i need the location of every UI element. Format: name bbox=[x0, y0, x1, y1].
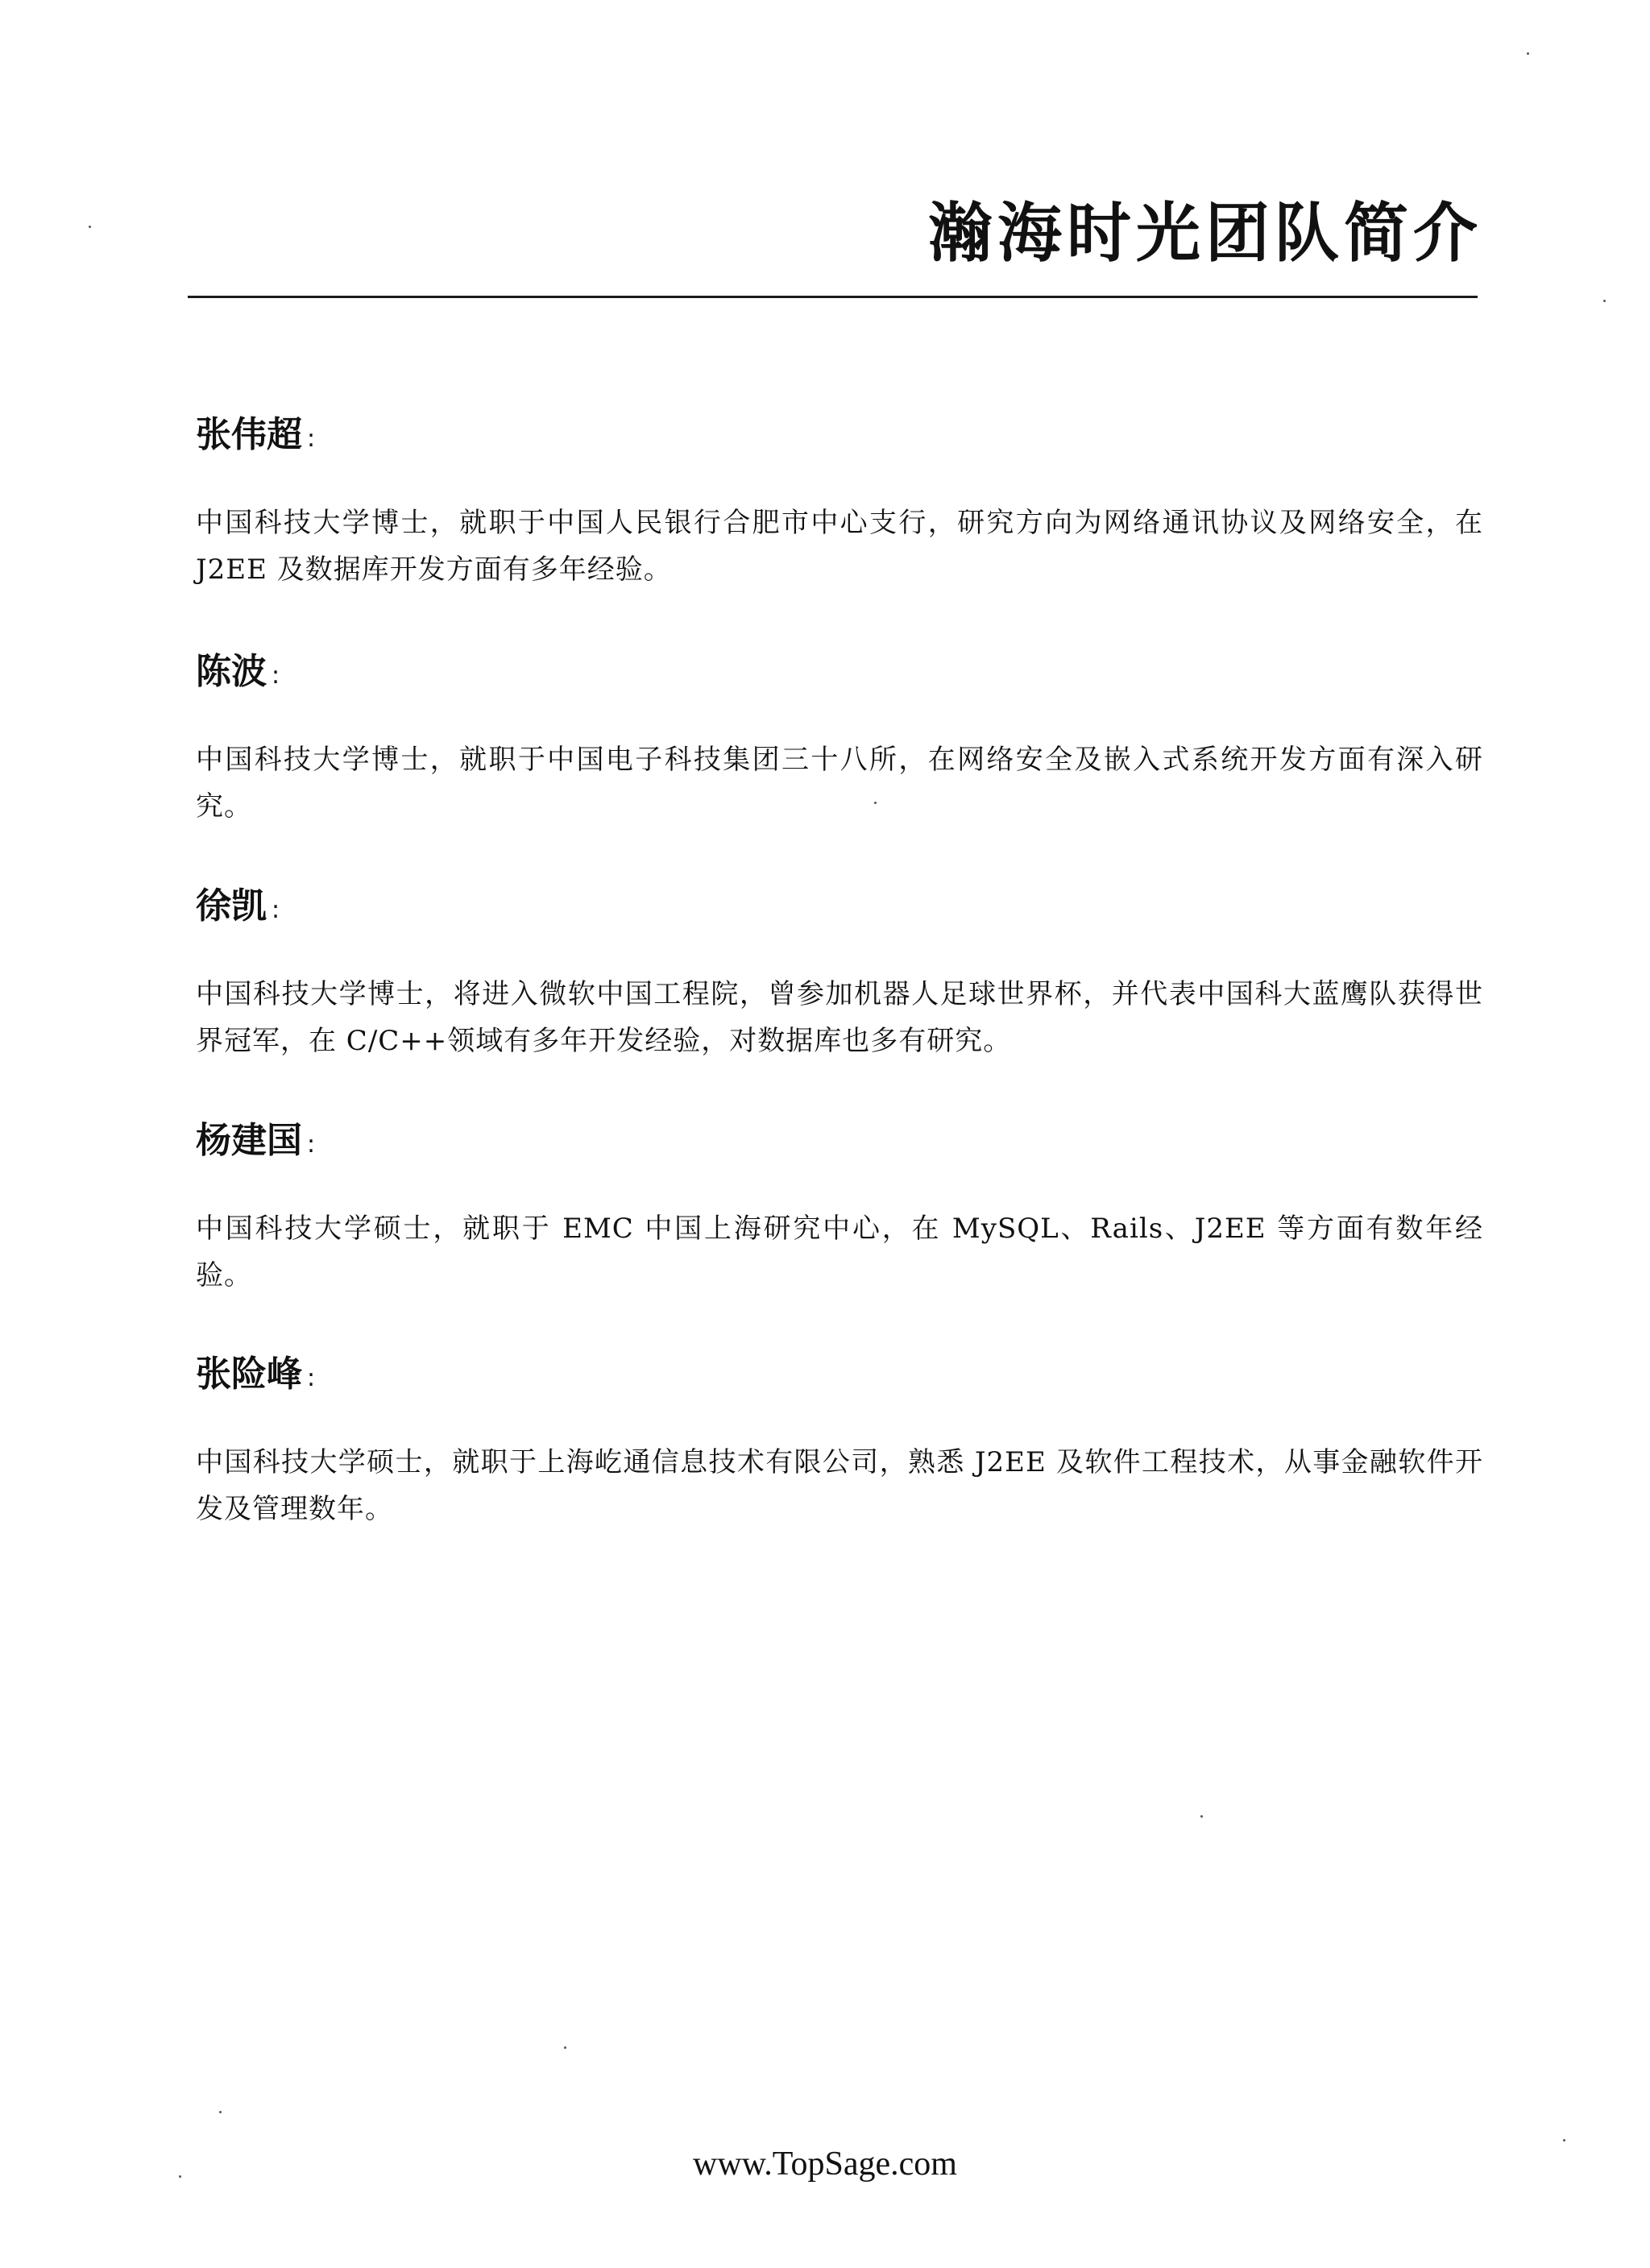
member-bio: 中国科技大学博士，将进入微软中国工程院，曾参加机器人足球世界杯，并代表中国科大蓝鹰队获得世界冠军，在 C/C++领域有多年开发经验，对数据库也多有研究。 bbox=[196, 978, 1483, 1057]
scan-speck bbox=[1527, 52, 1529, 55]
name-colon: : bbox=[272, 896, 280, 924]
footer-url: www.TopSage.com bbox=[693, 2146, 957, 2183]
member-section bbox=[196, 1354, 1483, 1532]
member-name-heading bbox=[196, 1354, 1483, 1395]
member-section bbox=[196, 885, 1483, 1064]
member-name-heading bbox=[196, 651, 1483, 692]
member-bio: 中国科技大学博士，就职于中国电子科技集团三十八所，在网络安全及嵌入式系统开发方面有深入研究。 bbox=[196, 744, 1483, 823]
member-bio: 中国科技大学硕士，就职于上海屹通信息技术有限公司，熟悉 J2EE 及软件工程技术，从事金融软件开发及管理数年。 bbox=[196, 1446, 1483, 1525]
member-name: 徐凯 bbox=[196, 885, 267, 927]
member-name-heading bbox=[196, 885, 1483, 927]
scan-speck bbox=[89, 226, 91, 228]
member-name: 陈波 bbox=[196, 651, 267, 692]
member-section bbox=[196, 414, 1483, 593]
member-name-heading bbox=[196, 414, 1483, 455]
member-name: 杨建国 bbox=[196, 1120, 302, 1161]
scan-speck bbox=[874, 802, 877, 804]
member-name: 张险峰 bbox=[196, 1354, 302, 1395]
scan-speck bbox=[1200, 1815, 1203, 1818]
member-name-heading bbox=[196, 1120, 1483, 1161]
member-section bbox=[196, 1120, 1483, 1299]
member-section bbox=[196, 651, 1483, 830]
title-divider bbox=[188, 296, 1478, 298]
scan-speck bbox=[1563, 2139, 1565, 2142]
scan-speck bbox=[219, 2111, 222, 2113]
member-name: 张伟超 bbox=[196, 414, 302, 455]
name-colon: : bbox=[272, 661, 280, 690]
name-colon: : bbox=[307, 425, 316, 453]
name-colon: : bbox=[307, 1130, 316, 1159]
member-bio: 中国科技大学硕士，就职于 EMC 中国上海研究中心，在 MySQL、Rails、J2EE 等方面有数年经验。 bbox=[196, 1213, 1483, 1292]
scan-speck bbox=[564, 2046, 566, 2049]
scan-speck bbox=[1603, 300, 1606, 302]
scan-speck bbox=[179, 2175, 181, 2178]
member-bio: 中国科技大学博士，就职于中国人民银行合肥市中心支行，研究方向为网络通讯协议及网络安全，在 J2EE 及数据库开发方面有多年经验。 bbox=[196, 507, 1483, 586]
name-colon: : bbox=[307, 1364, 316, 1392]
page-title: 瀚海时光团队简介 bbox=[928, 196, 1482, 271]
